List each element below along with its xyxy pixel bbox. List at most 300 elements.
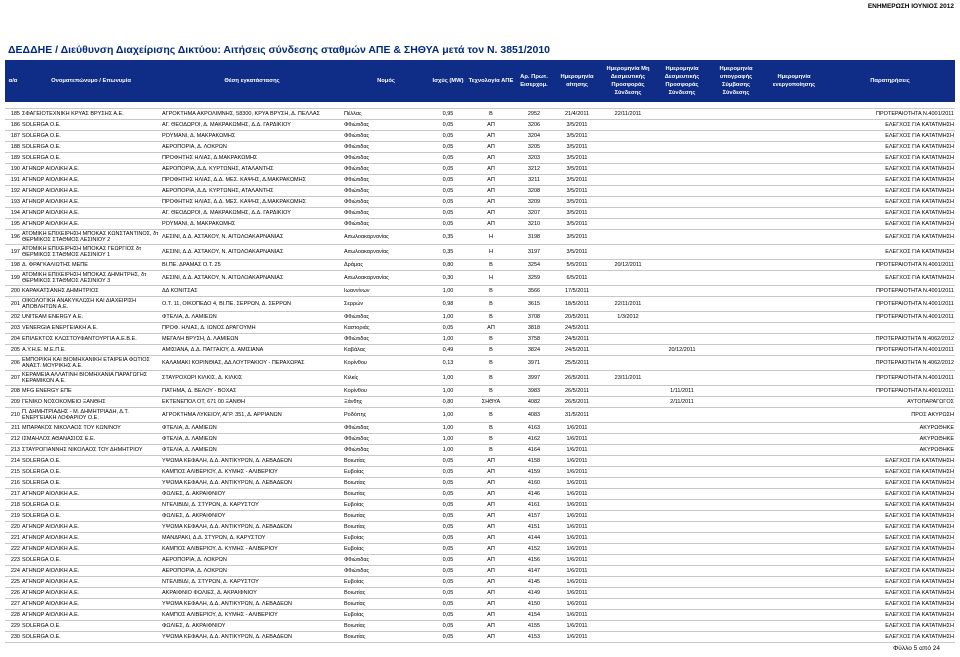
capacity-mw: 0,05 — [429, 610, 467, 621]
protocol-number: 3211 — [515, 175, 553, 186]
protocol-number: 3708 — [515, 312, 553, 323]
contract-date — [709, 120, 763, 131]
application-date: 1/6/2011 — [553, 478, 601, 489]
applicant-name: ΑΤΟΜΙΚΗ ΕΠΙΧΕΙΡΗΣΗ ΜΠΟΚΑΣ ΚΩΝΣΤΑΝΤΙΝΟΣ, δτ ΘΕΡΜΙΚΟΣ ΣΤΑΘΜΟΣ ΛΕΣΙΝΙΟΥ 2 — [21, 230, 161, 245]
protocol-number: 3208 — [515, 186, 553, 197]
non-binding-offer-date — [601, 345, 655, 356]
prefecture: Σερρών — [343, 297, 429, 312]
contract-date — [709, 610, 763, 621]
column-header: Ημερομηνία Μη Δεσμευτικής Προσφοράς Σύνδεσης — [601, 60, 655, 102]
binding-offer-date — [655, 456, 709, 467]
installation-site: ΠΡΟΦΗΤΗΣ ΗΛΙΑΣ, Δ.ΜΑΚΡΑΚΩΜΗΣ — [161, 153, 343, 164]
technology: ΑΠ — [467, 120, 515, 131]
capacity-mw: 1,00 — [429, 371, 467, 386]
protocol-number: 4151 — [515, 522, 553, 533]
remarks: ΕΛΕΓΧΟΣ ΓΙΑ ΚΑΤΑΤΜΗΣΗ — [825, 219, 955, 230]
contract-date — [709, 345, 763, 356]
applicant-name: ΑΓΗΝΩΡ ΑΙΟΛΙΚΗ Α.Ε. — [21, 186, 161, 197]
contract-date — [709, 467, 763, 478]
activation-date — [763, 120, 825, 131]
non-binding-offer-date — [601, 610, 655, 621]
capacity-mw: 0,05 — [429, 175, 467, 186]
column-header: Τεχνολογία ΑΠΕ — [467, 60, 515, 102]
prefecture: Βοιωτίας — [343, 489, 429, 500]
activation-date — [763, 621, 825, 632]
protocol-number: 4154 — [515, 610, 553, 621]
row-index: 222 — [5, 544, 21, 555]
table-row — [5, 555, 955, 566]
binding-offer-date — [655, 164, 709, 175]
capacity-mw: 0,05 — [429, 588, 467, 599]
applicant-name: VENERGIA ΕΝΕΡΓΕΙΑΚΗ Α.Ε. — [21, 323, 161, 334]
applicant-name: ΑΓΗΝΩΡ ΑΙΟΛΙΚΗ Α.Ε. — [21, 588, 161, 599]
technology: ΑΠ — [467, 588, 515, 599]
applicant-name: Π. ΔΗΜΗΤΡΙΑΔΗΣ - Μ. ΔΗΜΗΤΡΙΑΔΗ, Δ.Τ. ΕΝΕΡΓΕΙΑΚΗ ΛΟΦΑΡΙΟΥ Ο.Ε. — [21, 408, 161, 423]
technology: Β — [467, 312, 515, 323]
non-binding-offer-date — [601, 588, 655, 599]
row-index: 219 — [5, 511, 21, 522]
remarks: ΕΛΕΓΧΟΣ ΓΙΑ ΚΑΤΑΤΜΗΣΗ — [825, 599, 955, 610]
remarks: ΕΛΕΓΧΟΣ ΓΙΑ ΚΑΤΑΤΜΗΣΗ — [825, 197, 955, 208]
application-date: 25/5/2011 — [553, 356, 601, 371]
remarks: ΕΛΕΓΧΟΣ ΓΙΑ ΚΑΤΑΤΜΗΣΗ — [825, 142, 955, 153]
application-date: 24/5/2011 — [553, 345, 601, 356]
prefecture: Φθιώτιδας — [343, 434, 429, 445]
technology: ΑΠ — [467, 197, 515, 208]
capacity-mw: 0,05 — [429, 456, 467, 467]
installation-site: ΦΤΕΛΙΑ, Δ. ΛΑΜΙΕΩΝ — [161, 312, 343, 323]
binding-offer-date — [655, 478, 709, 489]
installation-site: ΝΤΕΛΙΒΙΔΙ, Δ. ΣΤΥΡΩΝ, Δ. ΚΑΡΥΣΤΟΥ — [161, 577, 343, 588]
capacity-mw: 0,13 — [429, 356, 467, 371]
prefecture: Φθιώτιδας — [343, 312, 429, 323]
application-date: 24/5/2011 — [553, 323, 601, 334]
contract-date — [709, 511, 763, 522]
non-binding-offer-date — [601, 500, 655, 511]
non-binding-offer-date — [601, 423, 655, 434]
applicant-name: ΚΑΡΑΚΑΤΣΑΝΗΣ ΔΗΜΗΤΡΙΟΣ — [21, 286, 161, 297]
application-date: 3/5/2011 — [553, 120, 601, 131]
remarks: ΕΛΕΓΧΟΣ ΓΙΑ ΚΑΤΑΤΜΗΣΗ — [825, 131, 955, 142]
technology: ΑΠ — [467, 610, 515, 621]
contract-date — [709, 175, 763, 186]
installation-site: ΑΕΡΟΠΟΡΙΑ, Δ.Δ. ΚΥΡΤΩΝΗΣ, ΑΤΑΛΑΝΤΗΣ — [161, 186, 343, 197]
applicant-name: SOLERGA O.E. — [21, 120, 161, 131]
non-binding-offer-date: 23/11/2011 — [601, 371, 655, 386]
protocol-number: 3198 — [515, 230, 553, 245]
binding-offer-date — [655, 323, 709, 334]
contract-date — [709, 599, 763, 610]
contract-date — [709, 323, 763, 334]
application-date: 1/6/2011 — [553, 621, 601, 632]
capacity-mw: 0,05 — [429, 208, 467, 219]
remarks: ΕΛΕΓΧΟΣ ΓΙΑ ΚΑΤΑΤΜΗΣΗ — [825, 175, 955, 186]
prefecture: Φθιώτιδας — [343, 219, 429, 230]
table-body — [5, 102, 955, 643]
remarks: ΕΛΕΓΧΟΣ ΓΙΑ ΚΑΤΑΤΜΗΣΗ — [825, 577, 955, 588]
non-binding-offer-date — [601, 621, 655, 632]
binding-offer-date — [655, 434, 709, 445]
application-date: 1/6/2011 — [553, 423, 601, 434]
protocol-number: 4157 — [515, 511, 553, 522]
column-header: Ισχύς (MW) — [429, 60, 467, 102]
activation-date — [763, 445, 825, 456]
prefecture: Φθιώτιδας — [343, 120, 429, 131]
contract-date — [709, 109, 763, 120]
remarks: ΕΛΕΓΧΟΣ ΓΙΑ ΚΑΤΑΤΜΗΣΗ — [825, 610, 955, 621]
technology: Β — [467, 109, 515, 120]
row-index: 223 — [5, 555, 21, 566]
installation-site: ΦΩΛΙΕΣ, Δ. ΑΚΡΑΙΦΝΙΟΥ — [161, 511, 343, 522]
table-row — [5, 245, 955, 260]
remarks: ΕΛΕΓΧΟΣ ΓΙΑ ΚΑΤΑΤΜΗΣΗ — [825, 566, 955, 577]
non-binding-offer-date — [601, 271, 655, 286]
activation-date — [763, 478, 825, 489]
table-row — [5, 131, 955, 142]
installation-site: ΜΑΝΔΡΑΚΙ, Δ.Δ. ΣΤΥΡΩΝ, Δ. ΚΑΡΥΣΤΟΥ — [161, 533, 343, 544]
application-date: 1/6/2011 — [553, 610, 601, 621]
column-header: Ημερομηνία Δεσμευτικής Προσφοράς Σύνδεσης — [655, 60, 709, 102]
activation-date — [763, 245, 825, 260]
installation-site: ΦΤΕΛΙΑ, Δ. ΛΑΜΙΕΩΝ — [161, 445, 343, 456]
protocol-number: 4147 — [515, 566, 553, 577]
application-date: 1/6/2011 — [553, 434, 601, 445]
technology: ΑΠ — [467, 522, 515, 533]
technology: ΑΠ — [467, 544, 515, 555]
binding-offer-date — [655, 219, 709, 230]
row-index: 225 — [5, 577, 21, 588]
capacity-mw: 0,80 — [429, 260, 467, 271]
non-binding-offer-date — [601, 386, 655, 397]
activation-date — [763, 566, 825, 577]
protocol-number: 3997 — [515, 371, 553, 386]
non-binding-offer-date — [601, 434, 655, 445]
non-binding-offer-date — [601, 544, 655, 555]
table-row — [5, 445, 955, 456]
protocol-number: 4144 — [515, 533, 553, 544]
capacity-mw: 1,00 — [429, 408, 467, 423]
binding-offer-date — [655, 271, 709, 286]
application-date: 3/5/2011 — [553, 153, 601, 164]
prefecture: Φθιώτιδας — [343, 334, 429, 345]
applicant-name: SOLERGA O.E. — [21, 456, 161, 467]
activation-date — [763, 434, 825, 445]
technology: ΑΠ — [467, 456, 515, 467]
binding-offer-date — [655, 489, 709, 500]
capacity-mw: 1,00 — [429, 434, 467, 445]
non-binding-offer-date — [601, 467, 655, 478]
non-binding-offer-date: 22/11/2011 — [601, 297, 655, 312]
installation-site: ΑΕΡΟΠΟΡΙΑ, Δ. ΛΟΚΡΩΝ — [161, 142, 343, 153]
contract-date — [709, 522, 763, 533]
activation-date — [763, 142, 825, 153]
capacity-mw: 0,35 — [429, 245, 467, 260]
contract-date — [709, 260, 763, 271]
contract-date — [709, 334, 763, 345]
applicant-name: ΑΓΗΝΩΡ ΑΙΟΛΙΚΗ Α.Ε. — [21, 197, 161, 208]
contract-date — [709, 397, 763, 408]
activation-date — [763, 186, 825, 197]
non-binding-offer-date — [601, 408, 655, 423]
capacity-mw: 0,05 — [429, 599, 467, 610]
binding-offer-date — [655, 610, 709, 621]
remarks: ΕΛΕΓΧΟΣ ΓΙΑ ΚΑΤΑΤΜΗΣΗ — [825, 164, 955, 175]
application-date: 1/6/2011 — [553, 445, 601, 456]
contract-date — [709, 434, 763, 445]
applicant-name: MFG ENERGY ΕΠΕ — [21, 386, 161, 397]
binding-offer-date — [655, 245, 709, 260]
table-row — [5, 164, 955, 175]
activation-date — [763, 588, 825, 599]
technology: ΑΠ — [467, 142, 515, 153]
technology: ΑΠ — [467, 467, 515, 478]
applicant-name: SOLERGA O.E. — [21, 621, 161, 632]
binding-offer-date — [655, 408, 709, 423]
applicant-name: ΑΓΗΝΩΡ ΑΙΟΛΙΚΗ Α.Ε. — [21, 566, 161, 577]
prefecture: Φθιώτιδας — [343, 423, 429, 434]
installation-site: ΝΤΕΛΙΒΙΔΙ, Δ. ΣΤΥΡΩΝ, Δ. ΚΑΡΥΣΤΟΥ — [161, 500, 343, 511]
installation-site: Ο.Τ. 11, ΟΙΚΟΠΕΔΟ 4, ΒΙ.ΠΕ. ΣΕΡΡΩΝ, Δ. ΣΕΡΡΩΝ — [161, 297, 343, 312]
capacity-mw: 0,05 — [429, 544, 467, 555]
table-row — [5, 478, 955, 489]
application-date: 3/5/2011 — [553, 230, 601, 245]
table-row — [5, 371, 955, 386]
activation-date — [763, 408, 825, 423]
protocol-number: 3206 — [515, 120, 553, 131]
protocol-number: 4158 — [515, 456, 553, 467]
application-date: 1/6/2011 — [553, 566, 601, 577]
table-row — [5, 219, 955, 230]
prefecture: Φθιώτιδας — [343, 208, 429, 219]
remarks: ΕΛΕΓΧΟΣ ΓΙΑ ΚΑΤΑΤΜΗΣΗ — [825, 533, 955, 544]
table-row — [5, 334, 955, 345]
row-index: 213 — [5, 445, 21, 456]
technology: Β — [467, 356, 515, 371]
protocol-number: 4082 — [515, 397, 553, 408]
page-number: Φύλλο 5 από 24 — [893, 645, 940, 652]
technology: ΑΠ — [467, 153, 515, 164]
technology: ΑΠ — [467, 599, 515, 610]
remarks: ΕΛΕΓΧΟΣ ΓΙΑ ΚΑΤΑΤΜΗΣΗ — [825, 632, 955, 643]
applicant-name: SOLERGA O.E. — [21, 131, 161, 142]
row-index: 215 — [5, 467, 21, 478]
row-index: 228 — [5, 610, 21, 621]
non-binding-offer-date — [601, 478, 655, 489]
binding-offer-date — [655, 511, 709, 522]
binding-offer-date — [655, 588, 709, 599]
binding-offer-date — [655, 621, 709, 632]
contract-date — [709, 186, 763, 197]
protocol-number: 3566 — [515, 286, 553, 297]
installation-site: ΑΓ. ΘΕΟΔΩΡΟΙ, Δ. ΜΑΚΡΑΚΩΜΗΣ, Δ.Δ. ΓΑΡΔΙΚΙΟΥ — [161, 208, 343, 219]
applicant-name: ΑΓΗΝΩΡ ΑΙΟΛΙΚΗ Α.Ε. — [21, 533, 161, 544]
capacity-mw: 0,05 — [429, 511, 467, 522]
applicant-name: UNITEAM ENERGY A.E. — [21, 312, 161, 323]
technology: ΑΠ — [467, 164, 515, 175]
prefecture: Ευβοίας — [343, 610, 429, 621]
row-index: 212 — [5, 434, 21, 445]
row-index: 210 — [5, 408, 21, 423]
installation-site: ΠΡΟΦ. ΗΛΙΑΣ, Δ. ΙΩΝΟΣ ΔΡΑΓΟΥΜΗ — [161, 323, 343, 334]
applicant-name: ΜΠΑΡΑΚΟΣ ΝΙΚΟΛΑΟΣ ΤΟΥ ΚΩΝ/ΝΟΥ — [21, 423, 161, 434]
remarks: ΠΡΟΤΕΡΑΙΟΤΗΤΑ Ν.4001/2011 — [825, 345, 955, 356]
capacity-mw: 0,05 — [429, 500, 467, 511]
applicant-name: ΑΓΗΝΩΡ ΑΙΟΛΙΚΗ Α.Ε. — [21, 219, 161, 230]
row-index: 191 — [5, 175, 21, 186]
non-binding-offer-date — [601, 208, 655, 219]
technology: ΑΠ — [467, 219, 515, 230]
applicant-name: SOLERGA O.E. — [21, 555, 161, 566]
binding-offer-date — [655, 175, 709, 186]
remarks: ΠΡΟΤΕΡΑΙΟΤΗΤΑ Ν.4001/2011 — [825, 312, 955, 323]
row-index: 198 — [5, 260, 21, 271]
applicant-name: Δ. ΦΡΑΓΚΑΛΙΩΤΗΣ ΜΕΠΕ — [21, 260, 161, 271]
prefecture: Ιωαννίνων — [343, 286, 429, 297]
row-index: 217 — [5, 489, 21, 500]
row-index: 227 — [5, 599, 21, 610]
non-binding-offer-date — [601, 131, 655, 142]
remarks: ΕΛΕΓΧΟΣ ΓΙΑ ΚΑΤΑΤΜΗΣΗ — [825, 500, 955, 511]
row-index: 195 — [5, 219, 21, 230]
installation-site: ΑΕΡΟΠΟΡΙΑ, Δ. ΛΟΚΡΩΝ — [161, 566, 343, 577]
applicant-name: SOLERGA O.E. — [21, 142, 161, 153]
remarks: ΑΚΥΡΩΘΗΚΕ — [825, 445, 955, 456]
prefecture: Φθιώτιδας — [343, 197, 429, 208]
remarks: ΕΛΕΓΧΟΣ ΓΙΑ ΚΑΤΑΤΜΗΣΗ — [825, 153, 955, 164]
installation-site: ΡΟΥΜΑΝΙ, Δ. ΜΑΚΡΑΚΩΜΗΣ — [161, 131, 343, 142]
binding-offer-date — [655, 153, 709, 164]
technology: ΣΗΘΥΑ — [467, 397, 515, 408]
application-date: 26/5/2011 — [553, 397, 601, 408]
contract-date — [709, 566, 763, 577]
prefecture: Πέλλας — [343, 109, 429, 120]
prefecture: Βοιωτίας — [343, 478, 429, 489]
non-binding-offer-date — [601, 445, 655, 456]
application-date: 3/5/2011 — [553, 142, 601, 153]
prefecture: Φθιώτιδας — [343, 555, 429, 566]
application-date: 21/4/2011 — [553, 109, 601, 120]
remarks: ΑΚΥΡΩΘΗΚΕ — [825, 423, 955, 434]
application-date: 1/6/2011 — [553, 632, 601, 643]
document-title: ΔΕΔΔΗΕ / Διεύθυνση Διαχείρισης Δικτύου: Αιτήσεις σύνδεσης σταθμών ΑΠΕ & ΣΗΘΥΑ μετά τον Ν. 3851/2010 — [8, 44, 551, 56]
technology: ΑΠ — [467, 131, 515, 142]
remarks: ΑΚΥΡΩΘΗΚΕ — [825, 434, 955, 445]
table-row — [5, 109, 955, 120]
activation-date — [763, 511, 825, 522]
binding-offer-date — [655, 312, 709, 323]
applicant-name: ΚΕΡΑΜΕΙΑ ΑΛΛΑΤΙΝΗ ΒΙΟΜΗΧΑΝΙΑ ΠΑΡΑΓΩΓΗΣ ΚΕΡΑΜΙΚΩΝ Α.Ε. — [21, 371, 161, 386]
table-row — [5, 260, 955, 271]
technology: ΑΠ — [467, 478, 515, 489]
binding-offer-date: 20/12/2011 — [655, 345, 709, 356]
non-binding-offer-date: 20/12/2011 — [601, 260, 655, 271]
capacity-mw: 0,05 — [429, 467, 467, 478]
contract-date — [709, 386, 763, 397]
capacity-mw: 0,05 — [429, 219, 467, 230]
row-index: 199 — [5, 271, 21, 286]
protocol-number: 3758 — [515, 334, 553, 345]
contract-date — [709, 356, 763, 371]
installation-site: ΚΑΛΑΜΑΚΙ ΚΟΡΙΝΘΙΑΣ, ΔΔ ΛΟΥΤΡΑΚΙΟΥ - ΠΕΡΑΧΩΡΑΣ — [161, 356, 343, 371]
prefecture: Βοιωτίας — [343, 599, 429, 610]
prefecture: Βοιωτίας — [343, 456, 429, 467]
capacity-mw: 0,30 — [429, 271, 467, 286]
applicant-name: SOLERGA O.E. — [21, 500, 161, 511]
installation-site: ΑΚΡΑΙΦΝΙΟ ΦΩΛΙΕΣ, Δ. ΑΚΡΑΙΦΝΙΟΥ — [161, 588, 343, 599]
capacity-mw: 0,05 — [429, 164, 467, 175]
application-date: 1/6/2011 — [553, 533, 601, 544]
contract-date — [709, 131, 763, 142]
activation-date — [763, 467, 825, 478]
non-binding-offer-date — [601, 197, 655, 208]
binding-offer-date — [655, 230, 709, 245]
capacity-mw: 1,00 — [429, 334, 467, 345]
binding-offer-date — [655, 533, 709, 544]
prefecture: Καστοριάς — [343, 323, 429, 334]
remarks: ΕΛΕΓΧΟΣ ΓΙΑ ΚΑΤΑΤΜΗΣΗ — [825, 478, 955, 489]
protocol-number: 3212 — [515, 164, 553, 175]
installation-site: ΦΩΛΙΕΣ, Δ. ΑΚΡΑΙΦΝΙΟΥ — [161, 489, 343, 500]
non-binding-offer-date — [601, 555, 655, 566]
protocol-number: 4164 — [515, 445, 553, 456]
application-date: 3/5/2011 — [553, 208, 601, 219]
binding-offer-date — [655, 286, 709, 297]
activation-date — [763, 312, 825, 323]
capacity-mw: 0,98 — [429, 297, 467, 312]
application-date: 1/6/2011 — [553, 456, 601, 467]
non-binding-offer-date — [601, 397, 655, 408]
applicant-name: SOLERGA O.E. — [21, 153, 161, 164]
contract-date — [709, 312, 763, 323]
installation-site: ΥΨΩΜΑ ΚΕΦΑΛΗ, Δ.Δ. ΑΝΤΙΚΥΡΩΝ, Δ. ΛΕΒΑΔΕΩΝ — [161, 632, 343, 643]
table-row — [5, 533, 955, 544]
protocol-number: 3203 — [515, 153, 553, 164]
prefecture: Αιτωλοακαρνανίας — [343, 230, 429, 245]
row-index: 185 — [5, 109, 21, 120]
activation-date — [763, 599, 825, 610]
applicant-name: Α.Υ.Η.Ε. Μ.Ε.Π.Ε. — [21, 345, 161, 356]
prefecture: Ευβοίας — [343, 577, 429, 588]
remarks: ΕΛΕΓΧΟΣ ΓΙΑ ΚΑΤΑΤΜΗΣΗ — [825, 467, 955, 478]
application-date: 20/5/2011 — [553, 312, 601, 323]
non-binding-offer-date — [601, 489, 655, 500]
protocol-number: 2952 — [515, 109, 553, 120]
applicant-name: SOLERGA O.E. — [21, 511, 161, 522]
prefecture: Βοιωτίας — [343, 588, 429, 599]
protocol-number: 4152 — [515, 544, 553, 555]
activation-date — [763, 197, 825, 208]
table-row — [5, 153, 955, 164]
contract-date — [709, 423, 763, 434]
table-row — [5, 186, 955, 197]
application-date: 6/5/2011 — [553, 271, 601, 286]
application-date: 18/5/2011 — [553, 297, 601, 312]
contract-date — [709, 153, 763, 164]
technology: Β — [467, 408, 515, 423]
table-row — [5, 500, 955, 511]
prefecture: Αιτωλοακαρνανίας — [343, 271, 429, 286]
applicant-name: ΑΓΗΝΩΡ ΑΙΟΛΙΚΗ Α.Ε. — [21, 610, 161, 621]
non-binding-offer-date — [601, 175, 655, 186]
activation-date — [763, 286, 825, 297]
non-binding-offer-date: 1/3/2012 — [601, 312, 655, 323]
column-header: Ονοματεπώνυμο / Επωνυμία — [21, 60, 161, 102]
row-index: 202 — [5, 312, 21, 323]
activation-date — [763, 456, 825, 467]
prefecture: Ευβοίας — [343, 467, 429, 478]
installation-site: ΦΤΕΛΙΑ, Δ. ΛΑΜΙΕΩΝ — [161, 423, 343, 434]
row-index: 188 — [5, 142, 21, 153]
